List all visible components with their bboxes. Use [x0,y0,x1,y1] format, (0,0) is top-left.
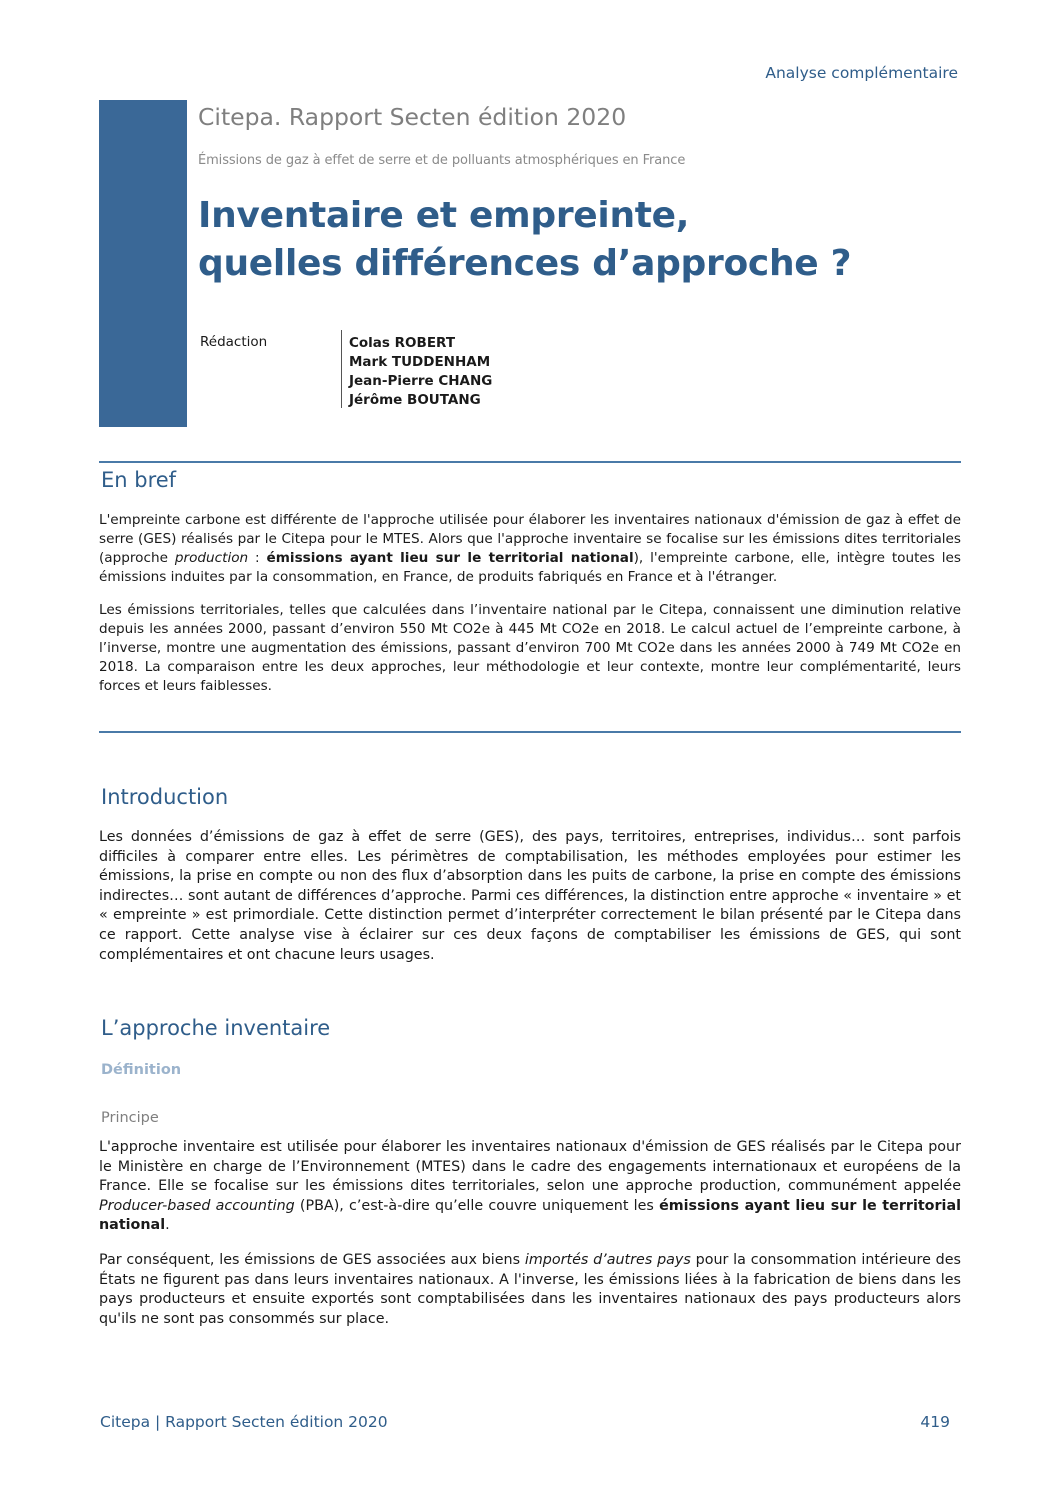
text-run: L'empreinte carbone est différente de l'approche utilisée pour élaborer les inventaires nationaux d'émission de gaz à effet de serre (GES) réalisés par le Citepa pour le MTES. Alors que l'approche inventaire se focalise sur les émissions dites territoriales (approche [99,512,961,566]
title-accent-bar [99,100,187,427]
text-run: L'approche inventaire est utilisée pour élaborer les inventaires nationaux d'émission de GES réalisés par le Citepa pour le Ministère en charge de l’Environnement (MTES) dans le cadre des engagements internationaux et européens de la France. Elle se focalise sur les émissions dites territoriales, selon une approche production, communément appelée [99,1139,961,1195]
text-run-italic: Producer-based accounting [99,1197,295,1214]
author-divider [341,330,342,408]
redaction-label: Rédaction [200,334,268,350]
footer-report-name: Citepa | Rapport Secten édition 2020 [100,1413,388,1431]
en-bref-heading: En bref [101,468,177,492]
page-title [198,192,978,288]
approche-inventaire-heading: L’approche inventaire [101,1016,331,1040]
author-name: Jean-Pierre CHANG [349,373,493,389]
report-title: Citepa. Rapport Secten édition 2020 [198,103,627,131]
text-run-italic: production [174,550,249,566]
en-bref-top-rule [99,461,961,463]
text-run-bold: émissions ayant lieu sur le territorial national [266,550,634,566]
text-run: (PBA), c’est-à-dire qu’elle couvre uniquement les [294,1197,660,1214]
text-run: : [248,550,267,566]
text-run-italic: importés d’autres pays [524,1252,691,1268]
author-name: Jérôme BOUTANG [349,392,481,408]
text-run: ), l'empreinte carbone, elle, intègre toutes les émissions induites par la consommation, en France, de produits fabriqués en France et à l'étranger. [99,550,961,585]
author-name: Colas ROBERT [349,335,456,351]
definition-subheading: Définition [101,1062,182,1078]
introduction-heading: Introduction [101,785,229,809]
title-line-2: quelles différences d’approche ? [198,243,852,284]
text-run-bold: émissions ayant lieu sur le territorial national [99,1197,962,1234]
approche-paragraph-1 [99,1138,961,1236]
text-run: pour la consommation intérieure des États ne figurent pas dans leurs inventaires nationaux. A l'inverse, les émissions liées à la fabrication de biens dans les pays producteurs et ensuite exportés sont comptabilisées dans les inventaires nationaux des pays producteurs alors qu'ils ne sont pas consommés sur place. [99,1252,961,1327]
principe-subheading: Principe [101,1110,159,1126]
report-subtitle: Émissions de gaz à effet de serre et de polluants atmosphériques en France [198,153,686,168]
section-label: Analyse complémentaire [765,64,958,82]
introduction-paragraph: Les données d’émissions de gaz à effet de serre (GES), des pays, territoires, entreprises, individus… sont parfois difficiles à comparer entre elles. Les périmètres de comptabilisation, les méthodes employées pour estimer les émissions, la prise en compte ou non des flux d’absorption dans les puits de carbone, la prise en compte des émissions indirectes… sont autant de différences d’approche. Parmi ces différences, la distinction entre approche « inventaire » et « empreinte » est primordiale. Cette distinction permet d’interpréter correctement le bilan présenté par le Citepa dans ce rapport. Cette analyse vise à éclairer sur ces deux façons de comptabiliser les émissions de GES, qui sont complémentaires et ont chacune leurs usages. [99,829,961,963]
en-bref-paragraph-2: Les émissions territoriales, telles que calculées dans l’inventaire national par le Citepa, connaissent une diminution relative depuis les années 2000, passant d’environ 550 Mt CO2e à 445 Mt CO2e en 2018. Le calcul actuel de l’empreinte carbone, à l’inverse, montre une augmentation des émissions, passant d’environ 700 Mt CO2e dans les années 2000 à 749 Mt CO2e en 2018. La comparaison entre les deux approches, leur méthodologie et leur contexte, montre leur complémentarité, leurs forces et leurs faiblesses. [99,602,961,694]
en-bref-bottom-rule [99,731,961,733]
title-line-1: Inventaire et empreinte, [198,195,690,236]
text-run: . [165,1217,170,1234]
text-run: Par conséquent, les émissions de GES associées aux biens [99,1252,525,1268]
approche-paragraph-2 [99,1251,961,1329]
author-list [349,334,492,410]
en-bref-paragraph-1 [99,511,961,587]
page-number: 419 [920,1413,950,1431]
author-name: Mark TUDDENHAM [349,354,491,370]
